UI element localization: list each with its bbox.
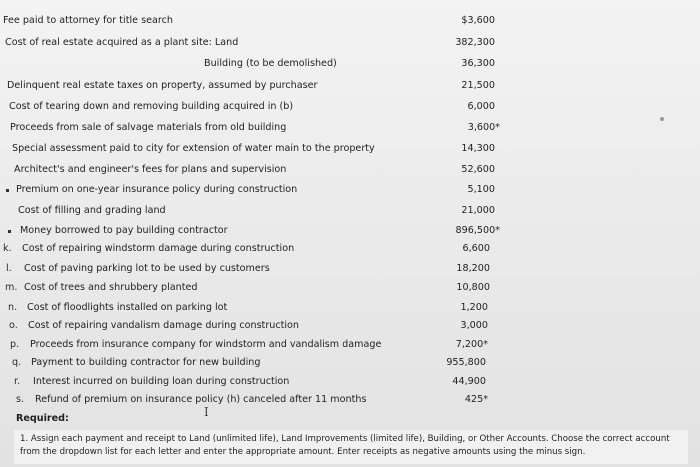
list-item	[0, 298, 700, 318]
item-amount: 3,600*	[467, 122, 500, 133]
instruction-text: 1. Assign each payment and receipt to Land (unlimited life), Land Improvements (limited life), Building, or Other Accounts. Choose the correct account from the dropdown list for each letter and enter the appropriate amount. Enter receipts as negative amounts using the minus sign.	[14, 430, 688, 464]
item-label: Building (to be demolished)	[204, 58, 337, 69]
item-label: Premium on one-year insurance policy during construction	[16, 184, 298, 195]
item-label: Interest incurred on building loan during construction	[33, 376, 290, 387]
item-amount: 36,300	[461, 58, 495, 69]
list-item	[0, 97, 700, 117]
list-item	[0, 353, 700, 373]
item-label: Cost of trees and shrubbery planted	[24, 282, 198, 293]
list-item	[0, 239, 700, 259]
item-label: Refund of premium on insurance policy (h) canceled after 11 months	[35, 394, 367, 405]
item-amount: 6,000	[467, 101, 495, 112]
item-label: Cost of paving parking lot to be used by customers	[24, 263, 270, 274]
item-label: Cost of real estate acquired as a plant site: Land	[5, 37, 239, 48]
list-item	[0, 139, 700, 159]
item-amount: 6,600	[462, 243, 490, 254]
item-label: Cost of tearing down and removing building acquired in (b)	[9, 101, 294, 112]
list-item	[0, 201, 700, 221]
item-label: Fee paid to attorney for title search	[3, 15, 173, 26]
item-amount: 1,200	[460, 302, 488, 313]
list-item	[0, 180, 700, 200]
item-amount: 44,900	[452, 376, 486, 387]
item-amount: 955,800	[446, 357, 486, 368]
list-item	[0, 335, 700, 355]
item-label: Cost of filling and grading land	[18, 205, 166, 216]
bullet-marker	[6, 189, 9, 192]
item-letter: k.	[3, 243, 12, 254]
item-label: Proceeds from insurance company for windstorm and vandalism damage	[30, 339, 382, 350]
item-amount: 5,100	[467, 184, 495, 195]
item-amount: 896,500*	[455, 225, 500, 236]
list-item	[0, 54, 700, 74]
item-amount: 21,000	[461, 205, 495, 216]
bullet-marker	[8, 230, 11, 233]
required-heading: Required:	[16, 413, 69, 424]
list-item	[0, 11, 700, 31]
item-label: Special assessment paid to city for extension of water main to the property	[12, 143, 375, 154]
list-item	[0, 221, 700, 241]
item-amount: 3,000	[460, 320, 488, 331]
item-amount: 10,800	[456, 282, 490, 293]
list-item	[0, 259, 700, 279]
item-label: Cost of floodlights installed on parking lot	[27, 302, 228, 313]
item-amount: 52,600	[461, 164, 495, 175]
item-letter: l.	[6, 263, 12, 274]
item-amount: 21,500	[461, 80, 495, 91]
item-amount: 14,300	[461, 143, 495, 154]
item-amount: 425*	[464, 394, 488, 405]
item-amount: 7,200*	[455, 339, 488, 350]
item-amount: $3,600	[461, 15, 495, 26]
item-letter: m.	[5, 282, 18, 293]
item-letter: o.	[9, 320, 18, 331]
item-label: Proceeds from sale of salvage materials from old building	[10, 122, 287, 133]
text-cursor-icon: I	[204, 405, 209, 419]
item-letter: r.	[14, 376, 21, 387]
item-letter: p.	[10, 339, 20, 350]
item-letter: s.	[16, 394, 25, 405]
item-label: Cost of repairing vandalism damage during construction	[28, 320, 299, 331]
list-item	[0, 278, 700, 298]
list-item	[0, 76, 700, 96]
item-label: Architect's and engineer's fees for plans and supervision	[14, 164, 287, 175]
list-item	[0, 118, 700, 138]
item-letter: n.	[8, 302, 18, 313]
list-item	[0, 160, 700, 180]
item-amount: 18,200	[456, 263, 490, 274]
list-item	[0, 390, 700, 410]
list-item	[0, 33, 700, 53]
dot-mark	[660, 117, 664, 121]
item-label: Delinquent real estate taxes on property, assumed by purchaser	[7, 80, 318, 91]
item-letter: q.	[12, 357, 22, 368]
item-label: Cost of repairing windstorm damage during construction	[22, 243, 295, 254]
item-label: Money borrowed to pay building contractor	[20, 225, 228, 236]
list-item	[0, 316, 700, 336]
list-item	[0, 372, 700, 392]
item-label: Payment to building contractor for new building	[31, 357, 261, 368]
item-amount: 382,300	[455, 37, 495, 48]
